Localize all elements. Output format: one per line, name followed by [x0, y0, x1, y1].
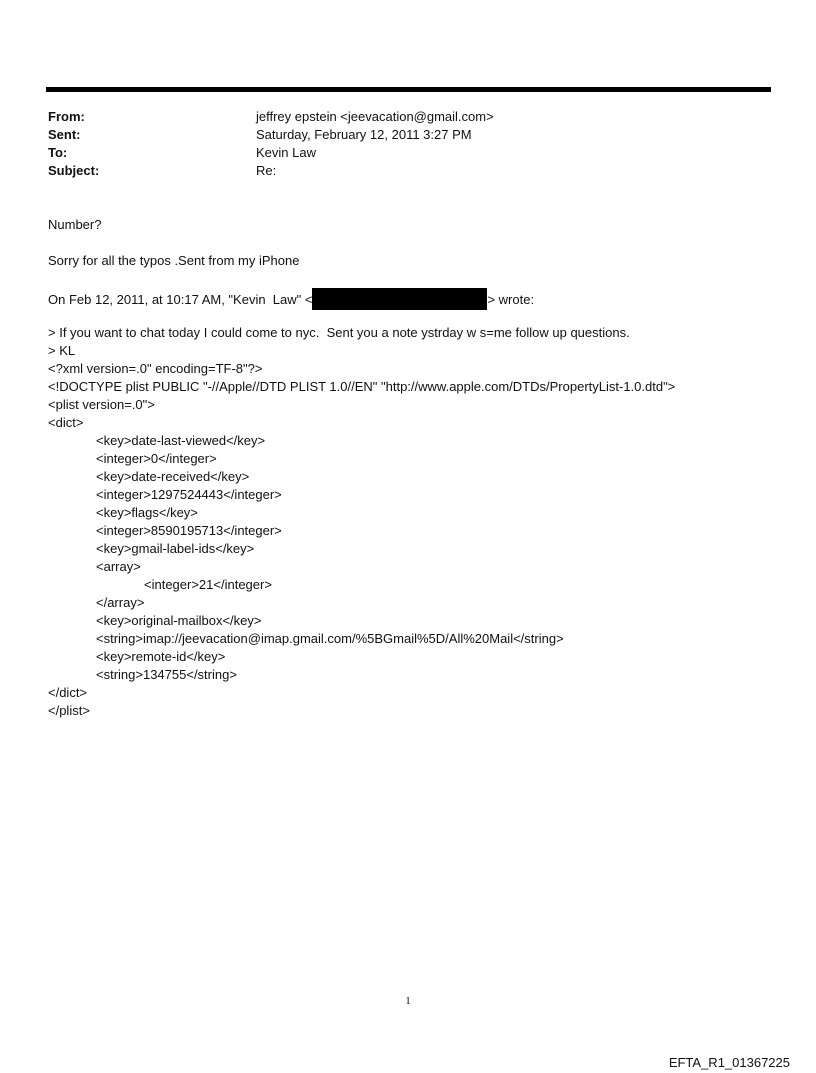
xml-declaration: <?xml version=.0" encoding=TF-8"?>	[48, 361, 263, 376]
dict-line: </array>	[96, 595, 145, 610]
dict-line: <integer>8590195713</integer>	[96, 523, 282, 538]
body-number: Number?	[48, 217, 102, 232]
dict-close: </dict>	[48, 685, 88, 700]
quote-line-2: > KL	[48, 343, 76, 358]
plist-open: <plist version=.0">	[48, 397, 155, 412]
dict-line: <integer>1297524443</integer>	[96, 487, 282, 502]
dict-line: <key>flags</key>	[96, 505, 198, 520]
bates-stamp: EFTA_R1_01367225	[668, 1055, 790, 1070]
plist-close: </plist>	[48, 703, 90, 718]
body-sorry: Sorry for all the typos .Sent from my iPhone	[48, 253, 300, 268]
quote-line-1: > If you want to chat today I could come to nyc. Sent you a note ystrday w s=me follow up questions.	[48, 325, 630, 340]
doctype-line: <!DOCTYPE plist PUBLIC "-//Apple//DTD PLIST 1.0//EN" "http://www.apple.com/DTDs/PropertyList-1.0.dtd">	[48, 379, 676, 394]
dict-line: <integer>0</integer>	[96, 451, 217, 466]
subject-value: Re:	[256, 163, 277, 178]
from-label: From:	[48, 109, 85, 124]
dict-line: <key>remote-id</key>	[96, 649, 226, 664]
email-body	[48, 216, 788, 720]
quote-attribution	[48, 288, 788, 306]
redaction-box	[312, 288, 487, 310]
array-item: <integer>21</integer>	[144, 577, 272, 592]
sent-label: Sent:	[48, 127, 81, 142]
attribution-suffix: > wrote:	[487, 292, 535, 307]
subject-label: Subject:	[48, 163, 100, 178]
sent-value: Saturday, February 12, 2011 3:27 PM	[256, 127, 472, 142]
dict-line: <key>date-last-viewed</key>	[96, 433, 266, 448]
from-value: jeffrey epstein <jeevacation@gmail.com>	[256, 109, 494, 124]
dict-line: <string>imap://jeevacation@imap.gmail.com/%5BGmail%5D/All%20Mail</string>	[96, 631, 564, 646]
dict-open: <dict>	[48, 415, 84, 430]
dict-line: <array>	[96, 559, 141, 574]
dict-line: <key>date-received</key>	[96, 469, 250, 484]
dict-line: <key>original-mailbox</key>	[96, 613, 262, 628]
to-value: Kevin Law	[256, 145, 316, 160]
attribution-prefix: On Feb 12, 2011, at 10:17 AM, "Kevin Law" <	[48, 292, 313, 307]
page-number: 1	[405, 995, 411, 1007]
dict-line: <key>gmail-label-ids</key>	[96, 541, 255, 556]
header-rule	[46, 87, 771, 92]
dict-line: <string>134755</string>	[96, 667, 237, 682]
to-label: To:	[48, 145, 68, 160]
